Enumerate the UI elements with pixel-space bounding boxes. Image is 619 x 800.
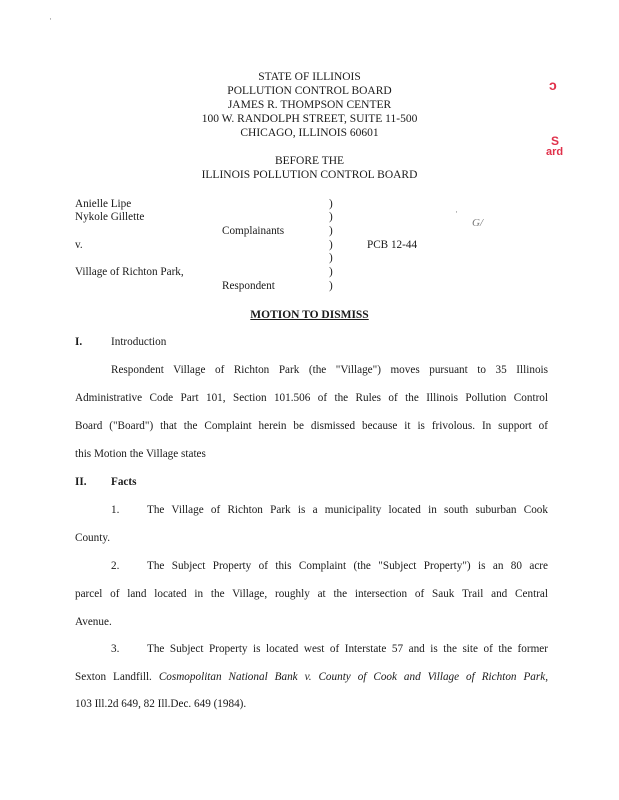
handwritten-initials: G/ — [472, 217, 483, 229]
section-number-facts: II. — [75, 476, 87, 488]
versus: v. — [75, 239, 83, 251]
before-the: BEFORE THE — [274, 155, 345, 167]
stamp-mark: ɔ — [549, 77, 557, 93]
fact-3-citation: Cosmopolitan National Bank v. County of Cook and Village of Richton Park, — [158, 671, 548, 683]
scribble-dot: · — [455, 207, 458, 217]
fact-2-line-2: parcel of land located in the Village, roughly at the intersection of Sauk Trail and Central — [75, 588, 548, 600]
paren: ) — [329, 252, 333, 264]
header-state: STATE OF ILLINOIS — [258, 71, 361, 83]
paren: ) — [329, 280, 333, 292]
fact-number-2: 2. — [111, 560, 120, 572]
section-number-intro: I. — [75, 336, 83, 348]
paren: ) — [329, 239, 333, 251]
respondent-label: Respondent — [222, 280, 275, 292]
fact-number-1: 1. — [111, 504, 120, 516]
paren: ) — [329, 211, 333, 223]
scan-dot: · — [49, 14, 52, 24]
fact-number-3: 3. — [111, 643, 120, 655]
case-number: PCB 12-44 — [367, 239, 418, 251]
complainants-label: Complainants — [222, 225, 285, 237]
fact-2-line-1: The Subject Property of this Complaint (the "Subject Property") is an 80 acre — [147, 560, 548, 572]
fact-1-line-1: The Village of Richton Park is a municipality located in south suburban Cook — [147, 504, 548, 516]
stamp-s: S — [551, 134, 560, 148]
paren: ) — [329, 225, 333, 237]
intro-line-4: this Motion the Village states — [75, 448, 206, 460]
paren: ) — [329, 198, 333, 210]
paren: ) — [329, 266, 333, 278]
before-board: ILLINOIS POLLUTION CONTROL BOARD — [201, 169, 418, 181]
fact-3-line-1: The Subject Property is located west of Interstate 57 and is the site of the former — [147, 643, 548, 655]
fact-3-line-2-plain: Sexton Landfill. — [75, 671, 159, 683]
header-city: CHICAGO, ILLINOIS 60601 — [240, 127, 379, 139]
intro-line-3: Board ("Board") that the Complaint herein be dismissed because it is frivolous. In support of — [75, 420, 548, 432]
fact-2-line-3: Avenue. — [75, 616, 112, 628]
section-heading-intro: Introduction — [111, 336, 167, 348]
complainant-2: Nykole Gillette — [75, 211, 145, 223]
intro-line-1: Respondent Village of Richton Park (the "Village") moves pursuant to 35 Illinois — [111, 364, 548, 376]
stamp-ard: ard — [546, 146, 564, 158]
header-street: 100 W. RANDOLPH STREET, SUITE 11-500 — [201, 113, 418, 125]
motion-title: MOTION TO DISMISS — [250, 309, 369, 321]
fact-3-line-3: 103 Ill.2d 649, 82 Ill.Dec. 649 (1984). — [75, 698, 247, 710]
intro-line-2: Administrative Code Part 101, Section 101.506 of the Rules of the Illinois Pollution Control — [75, 392, 548, 404]
header-board: POLLUTION CONTROL BOARD — [227, 85, 392, 97]
header-center: JAMES R. THOMPSON CENTER — [227, 99, 392, 111]
respondent-name: Village of Richton Park, — [75, 266, 184, 278]
fact-1-line-2: County. — [75, 532, 111, 544]
complainant-1: Anielle Lipe — [75, 198, 132, 210]
section-heading-facts: Facts — [111, 476, 137, 488]
fact-3-line-2 — [75, 671, 548, 683]
